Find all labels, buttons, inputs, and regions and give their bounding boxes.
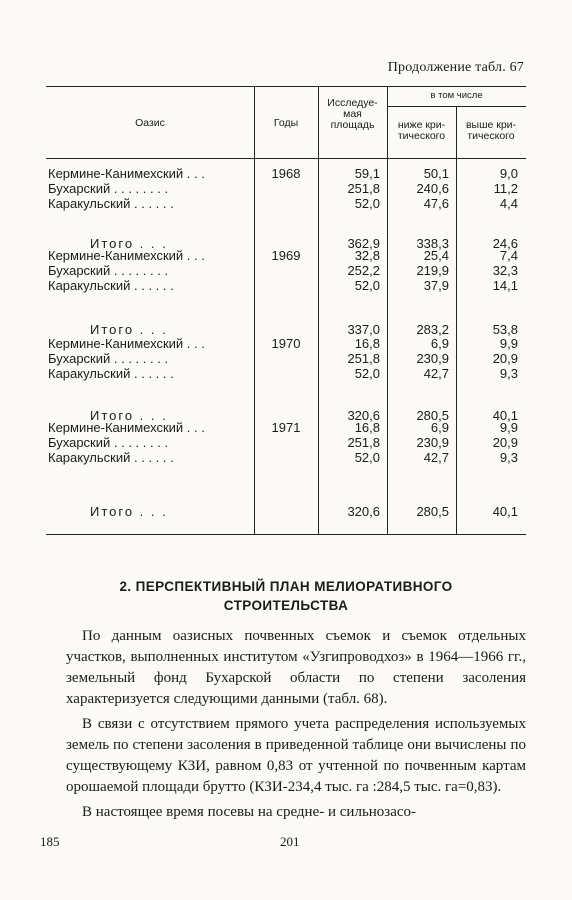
total-below-cell: 280,5 (416, 408, 449, 423)
total-above-cell: 53,8 (492, 322, 518, 337)
section-heading (0, 577, 572, 615)
total-area-cell: 362,9 (347, 236, 380, 251)
paragraph-3-text: В настоящее время посевы на средне- и сильнозасо- (82, 804, 417, 820)
header-below-line2: тического (397, 130, 446, 142)
below-critical-cell: 47,6 (423, 196, 449, 211)
table-header-rule (46, 158, 526, 159)
total-area-cell: 337,0 (347, 322, 380, 337)
total-label-cell: Итого . . . (90, 408, 168, 423)
below-critical-cell: 230,9 (416, 351, 449, 366)
above-critical-cell: 9,3 (499, 450, 518, 465)
table-top-rule (46, 86, 526, 87)
header-surveyed-line2: мая (343, 108, 362, 120)
year-cell: 1969 (271, 248, 301, 263)
below-critical-cell: 42,7 (423, 366, 449, 381)
below-critical-cell: 42,7 (423, 450, 449, 465)
header-below-line1: ниже кри- (397, 119, 446, 131)
surveyed-area-cell: 32,8 (354, 248, 380, 263)
total-label-cell: Итого . . . (90, 322, 168, 337)
above-critical-cell: 4,4 (499, 196, 518, 211)
total-area-cell: 320,6 (347, 504, 380, 519)
below-critical-cell: 50,1 (423, 166, 449, 181)
below-critical-cell: 219,9 (416, 263, 449, 278)
surveyed-area-cell: 251,8 (347, 351, 380, 366)
below-critical-cell: 6,9 (430, 336, 449, 351)
above-critical-cell: 7,4 (499, 248, 518, 263)
oasis-name-cell: Бухарский . . . . . . . . (48, 181, 169, 196)
below-critical-cell: 37,9 (423, 278, 449, 293)
surveyed-area-cell: 52,0 (354, 450, 380, 465)
total-below-cell: 338,3 (416, 236, 449, 251)
oasis-name-cell: Каракульский . . . . . . (48, 366, 174, 381)
section-heading-line1: 2. ПЕРСПЕКТИВНЫЙ ПЛАН МЕЛИОРАТИВНОГО (119, 579, 453, 594)
above-critical-cell: 32,3 (492, 263, 518, 278)
col-divider-1 (254, 86, 255, 534)
above-critical-cell: 20,9 (492, 435, 518, 450)
paragraph-3 (66, 802, 526, 823)
header-below-critical (387, 120, 456, 142)
year-cell: 1968 (271, 166, 301, 181)
col-divider-2 (318, 86, 319, 534)
above-critical-cell: 9,9 (499, 336, 518, 351)
above-critical-cell: 11,2 (493, 181, 518, 196)
surveyed-area-cell: 52,0 (354, 196, 380, 211)
oasis-name-cell: Кермине-Канимехский . . . (48, 420, 205, 435)
data-table (46, 86, 526, 534)
paragraph-1 (66, 626, 526, 710)
year-cell: 1971 (271, 420, 301, 435)
total-above-cell: 24,6 (492, 236, 518, 251)
surveyed-area-cell: 52,0 (354, 278, 380, 293)
oasis-name-cell: Бухарский . . . . . . . . (48, 351, 169, 366)
section-heading-line2: СТРОИТЕЛЬСТВА (223, 598, 349, 613)
header-surveyed-line1: Исследуе- (327, 97, 378, 109)
paragraph-2 (66, 714, 526, 798)
above-critical-cell: 9,9 (499, 420, 518, 435)
oasis-name-cell: Бухарский . . . . . . . . (48, 435, 169, 450)
surveyed-area-cell: 252,2 (347, 263, 380, 278)
oasis-name-cell: Каракульский . . . . . . (48, 196, 174, 211)
below-critical-cell: 240,6 (416, 181, 449, 196)
header-above-line2: тического (467, 130, 515, 142)
header-years: Годы (273, 117, 299, 129)
above-critical-cell: 20,9 (492, 351, 518, 366)
oasis-name-cell: Бухарский . . . . . . . . (48, 263, 169, 278)
header-above-line1: выше кри- (465, 119, 517, 131)
total-area-cell: 320,6 (347, 408, 380, 423)
header-surveyed-area (318, 98, 387, 131)
surveyed-area-cell: 251,8 (347, 181, 380, 196)
oasis-name-cell: Кермине-Канимехский . . . (48, 336, 205, 351)
year-cell: 1970 (271, 336, 301, 351)
total-above-cell: 40,1 (492, 408, 518, 423)
paragraph-1-text: По данным оазисных почвенных съемок и съемок отдельных участков, выполненных институтом «Узгипроводхоз» в 1964—1966 гг., земельный фонд Бухарской области по степени засоления характеризуется следующими данными (табл. 68). (66, 628, 526, 707)
below-critical-cell: 230,9 (416, 435, 449, 450)
total-label-cell: Итого . . . (90, 504, 168, 519)
below-critical-cell: 6,9 (430, 420, 449, 435)
above-critical-cell: 9,3 (499, 366, 518, 381)
above-critical-cell: 14,1 (492, 278, 518, 293)
oasis-name-cell: Кермине-Канимехский . . . (48, 248, 205, 263)
surveyed-area-cell: 16,8 (354, 336, 380, 351)
total-label-cell: Итого . . . (90, 236, 168, 251)
surveyed-area-cell: 251,8 (347, 435, 380, 450)
footer-left-number: 185 (40, 834, 60, 849)
oasis-name-cell: Кермине-Канимехский . . . (48, 166, 205, 181)
table-bottom-rule (46, 534, 526, 535)
total-above-cell: 40,1 (492, 504, 518, 519)
header-oasis: Оазис (135, 117, 165, 129)
header-surveyed-line3: площадь (330, 119, 375, 131)
surveyed-area-cell: 59,1 (354, 166, 380, 181)
surveyed-area-cell: 52,0 (354, 366, 380, 381)
total-below-cell: 280,5 (416, 504, 449, 519)
paragraph-2-text: В связи с отсутствием прямого учета распределения используемых земель по степени засоления в приведенной таблице они вычислены по существующему КЗИ, равном 0,83 от учтенной по почвенным картам орошаемой площади брутто (КЗИ-234,4 тыс. га :284,5 тыс. га=0,83). (66, 716, 526, 795)
total-below-cell: 283,2 (416, 322, 449, 337)
page-number: 201 (280, 834, 300, 849)
header-above-critical (456, 120, 526, 142)
above-critical-cell: 9,0 (499, 166, 518, 181)
below-critical-cell: 25,4 (423, 248, 449, 263)
header-including: в том числе (430, 90, 483, 101)
col-divider-3 (387, 86, 388, 534)
table-continuation-caption: Продолжение табл. 67 (387, 60, 524, 75)
surveyed-area-cell: 16,8 (354, 420, 380, 435)
oasis-name-cell: Каракульский . . . . . . (48, 450, 174, 465)
oasis-name-cell: Каракульский . . . . . . (48, 278, 174, 293)
